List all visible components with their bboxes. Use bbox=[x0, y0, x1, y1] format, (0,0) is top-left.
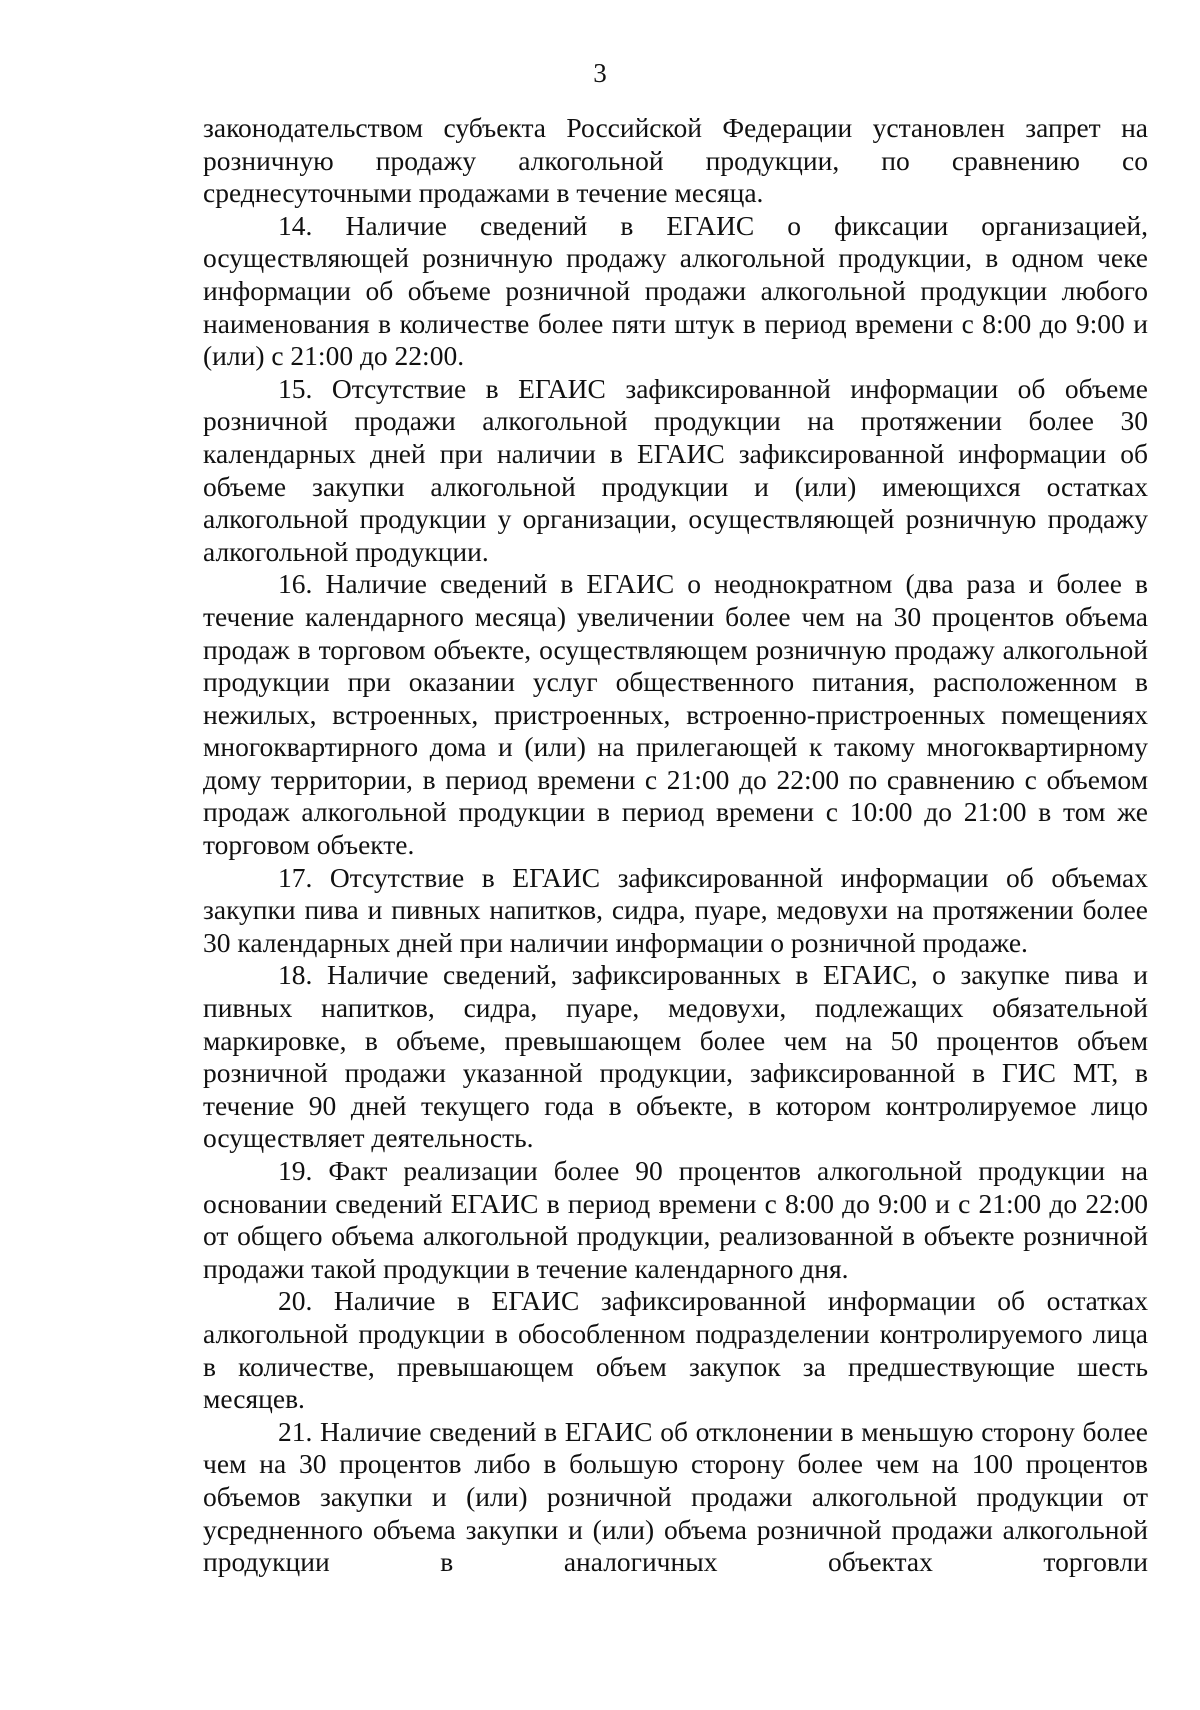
paragraph-item-15: 15. Отсутствие в ЕГАИС зафиксированной информации об объеме розничной продажи алкогольной продукции на протяжении более 30 календарных дней при наличии в ЕГАИС зафиксированной информации об объеме закупки алкогольной продукции и (или) имеющихся остатках алкогольной продукции у организации, осуществляющей розничную продажу алкогольной продукции. bbox=[203, 372, 1148, 567]
page-number: 3 bbox=[593, 58, 607, 88]
paragraph-item-17: 17. Отсутствие в ЕГАИС зафиксированной информации об объемах закупки пива и пивных напитков, сидра, пуаре, медовухи на протяжении более 30 календарных дней при наличии информации о розничной продаже. bbox=[203, 861, 1148, 958]
paragraph-item-14: 14. Наличие сведений в ЕГАИС о фиксации организацией, осуществляющей розничную продажу алкогольной продукции, в одном чеке информации об объеме розничной продажи алкогольной продукции любого наименования в количестве более пяти штук в период времени с 8:00 до 9:00 и (или) с 21:00 до 22:00. bbox=[203, 209, 1148, 372]
paragraph-continuation: законодательством субъекта Российской Федерации установлен запрет на розничную продажу алкогольной продукции, по сравнению со среднесуточными продажами в течение месяца. bbox=[203, 112, 1148, 209]
paragraph-item-19: 19. Факт реализации более 90 процентов алкогольной продукции на основании сведений ЕГАИС в период времени с 8:00 до 9:00 и с 21:00 до 22:00 от общего объема алкогольной продукции, реализованной в объекте розничной продажи такой продукции в течение календарного дня. bbox=[203, 1155, 1148, 1284]
document-body bbox=[203, 112, 1148, 1579]
paragraph-item-16: 16. Наличие сведений в ЕГАИС о неоднократном (два раза и более в течение календарного месяца) увеличении более чем на 30 процентов объема продаж в торговом объекте, осуществляющем розничную продажу алкогольной продукции при оказании услуг общественного питания, расположенном в нежилых, встроенных, пристроенных, встроенно-пристроенных помещениях многоквартирного дома и (или) на прилегающей к такому многоквартирному дому территории, в период времени с 21:00 до 22:00 по сравнению с объемом продаж алкогольной продукции в период времени с 10:00 до 21:00 в том же торговом объекте. bbox=[203, 568, 1148, 861]
paragraph-item-20: 20. Наличие в ЕГАИС зафиксированной информации об остатках алкогольной продукции в обособленном подразделении контролируемого лица в количестве, превышающем объем закупок за предшествующие шесть месяцев. bbox=[203, 1285, 1148, 1415]
paragraph-item-21: 21. Наличие сведений в ЕГАИС об отклонении в меньшую сторону более чем на 30 процентов либо в большую сторону более чем на 100 процентов объемов закупки и (или) розничной продажи алкогольной продукции от усредненного объема закупки и (или) объема розничной продажи алкогольной продукции в аналогичных объектах торговли bbox=[203, 1415, 1148, 1578]
paragraph-item-18: 18. Наличие сведений, зафиксированных в ЕГАИС, о закупке пива и пивных напитков, сидра, пуаре, медовухи, подлежащих обязательной маркировке, в объеме, превышающем более чем на 50 процентов объем розничной продажи указанной продукции, зафиксированной в ГИС МТ, в течение 90 дней текущего года в объекте, в котором контролируемое лицо осуществляет деятельность. bbox=[203, 959, 1148, 1154]
